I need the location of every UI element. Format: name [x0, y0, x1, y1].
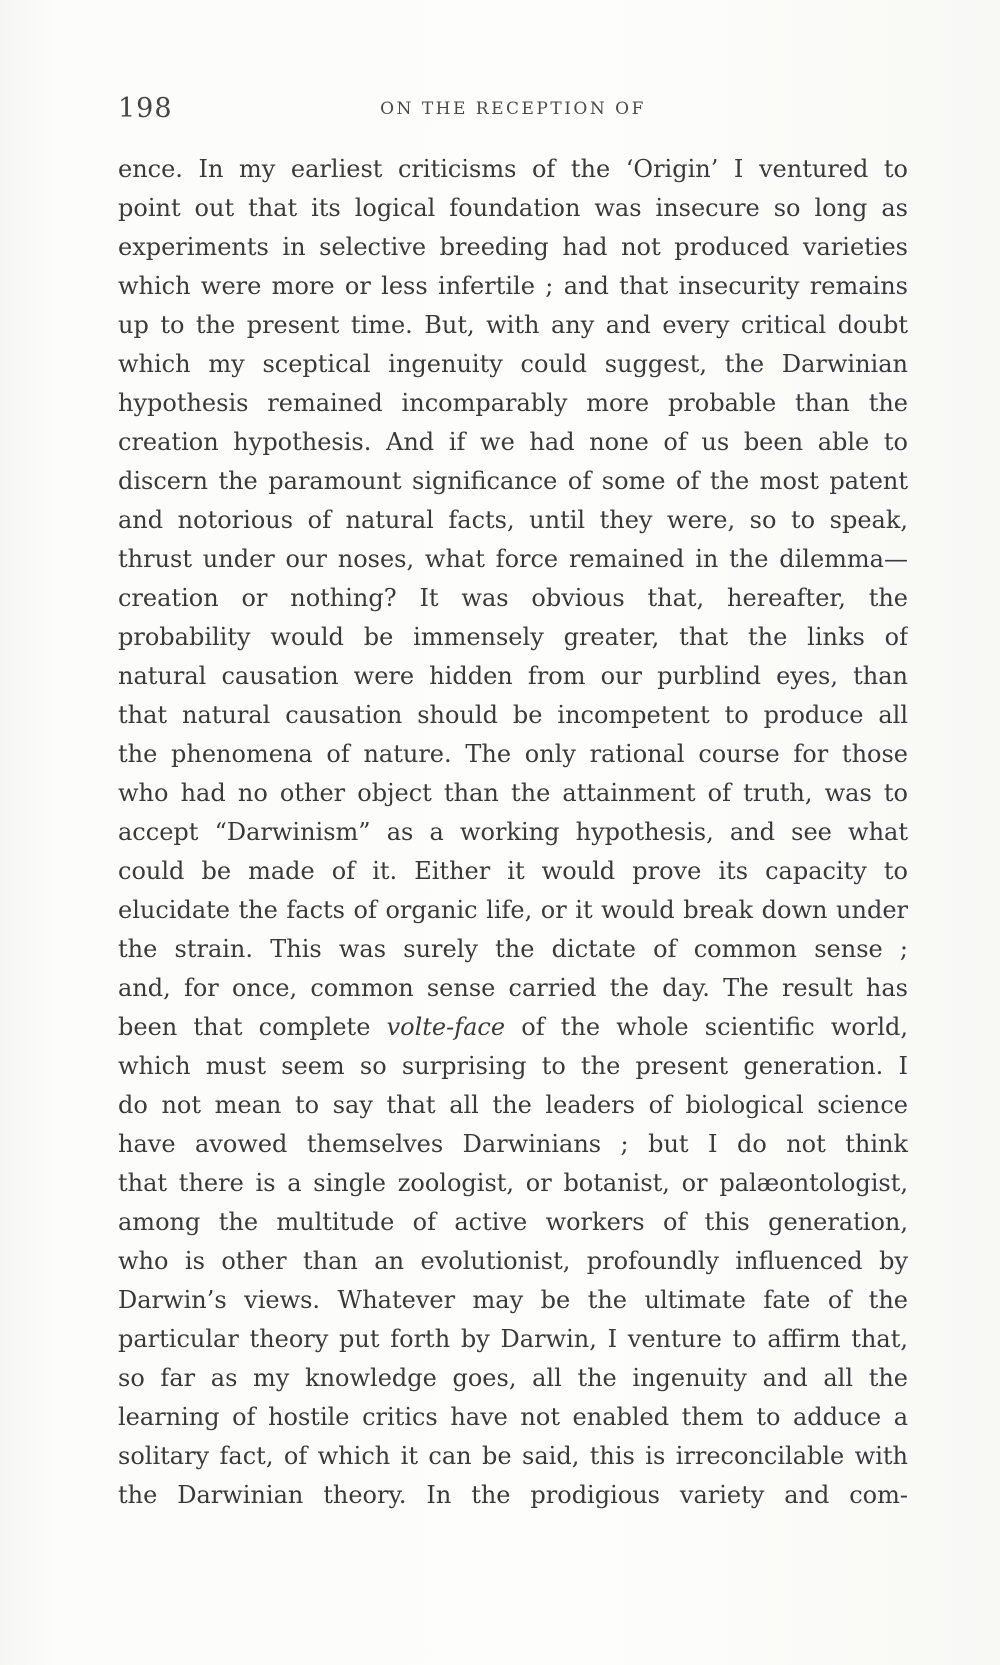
text-line: creation hypothesis. And if we had none of us been able to	[118, 428, 908, 456]
text-line: been that complete volte-face of the whole scientific world,	[118, 1013, 908, 1041]
page-number: 198	[118, 93, 173, 124]
text-line: and, for once, common sense carried the day. The result has	[118, 974, 908, 1002]
text-line: thrust under our noses, what force remained in the dilemma—	[118, 545, 908, 573]
italic-phrase: volte-face	[386, 1013, 506, 1041]
text-line: so far as my knowledge goes, all the ingenuity and all the	[118, 1364, 908, 1392]
body-text	[118, 150, 908, 1515]
text-line: point out that its logical foundation was insecure so long as	[118, 194, 908, 222]
text-line: which my sceptical ingenuity could suggest, the Darwinian	[118, 350, 908, 378]
text-line: do not mean to say that all the leaders of biological science	[118, 1091, 908, 1119]
text-line: probability would be immensely greater, that the links of	[118, 623, 908, 651]
text-line: have avowed themselves Darwinians ; but I do not think	[118, 1130, 908, 1158]
text-line: learning of hostile critics have not enabled them to adduce a	[118, 1403, 908, 1431]
text-line: ence. In my earliest criticisms of the ‘Origin’ I ventured to	[118, 155, 908, 183]
text-line: could be made of it. Either it would prove its capacity to	[118, 857, 908, 885]
text-line: among the multitude of active workers of this generation,	[118, 1208, 908, 1236]
text-line: and notorious of natural facts, until they were, so to speak,	[118, 506, 908, 534]
text-line: natural causation were hidden from our purblind eyes, than	[118, 662, 908, 690]
text-line: which must seem so surprising to the present generation. I	[118, 1052, 908, 1080]
text-line: creation or nothing? It was obvious that, hereafter, the	[118, 584, 908, 612]
text-line: hypothesis remained incomparably more probable than the	[118, 389, 908, 417]
text-line: the phenomena of nature. The only rational course for those	[118, 740, 908, 768]
text-line: experiments in selective breeding had not produced varieties	[118, 233, 908, 261]
text-line: Darwin’s views. Whatever may be the ultimate fate of the	[118, 1286, 908, 1314]
page-header	[118, 93, 908, 125]
text-line: who had no other object than the attainment of truth, was to	[118, 779, 908, 807]
text-line: discern the paramount significance of some of the most patent	[118, 467, 908, 495]
text-line: elucidate the facts of organic life, or it would break down under	[118, 896, 908, 924]
text-line: solitary fact, of which it can be said, this is irreconcilable with	[118, 1442, 908, 1470]
text-line: the strain. This was surely the dictate of common sense ;	[118, 935, 908, 963]
text-line: particular theory put forth by Darwin, I venture to affirm that,	[118, 1325, 908, 1353]
running-head: ON THE RECEPTION OF	[380, 99, 646, 119]
text-line: which were more or less infertile ; and that insecurity remains	[118, 272, 908, 300]
text-line: that there is a single zoologist, or botanist, or palæontologist,	[118, 1169, 908, 1197]
text-line: who is other than an evolutionist, profoundly influenced by	[118, 1247, 908, 1275]
text-line: up to the present time. But, with any and every critical doubt	[118, 311, 908, 339]
text-line: accept “Darwinism” as a working hypothesis, and see what	[118, 818, 908, 846]
text-line: that natural causation should be incompetent to produce all	[118, 701, 908, 729]
text-line: the Darwinian theory. In the prodigious variety and com-	[118, 1481, 908, 1509]
